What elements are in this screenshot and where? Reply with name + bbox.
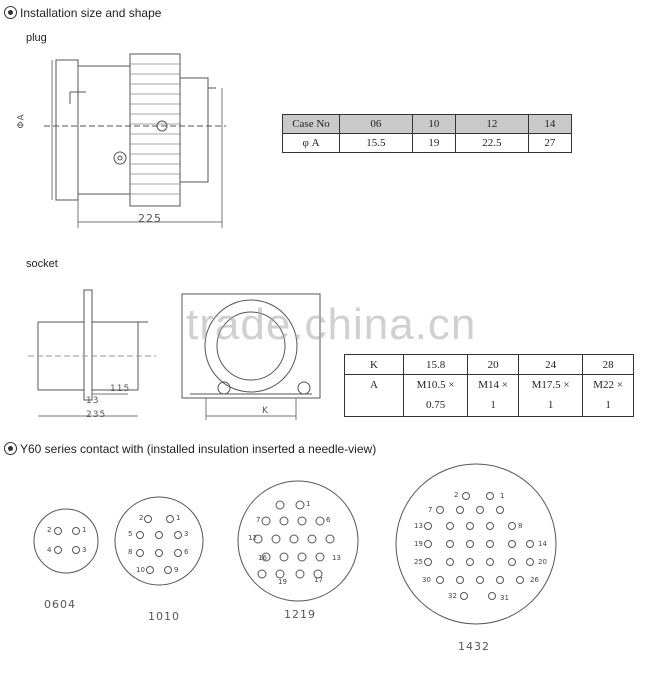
plug-width-label: 225 <box>138 212 162 225</box>
plug-drawing <box>30 48 240 233</box>
table-cell: 1 <box>583 395 634 417</box>
table-cell: 24 <box>518 355 582 375</box>
socket-width-label: 235 <box>86 410 107 420</box>
table-cell: 1 <box>468 395 519 417</box>
table-cell: 28 <box>583 355 634 375</box>
table-cell: K <box>345 355 404 375</box>
pin-label: 4 <box>47 546 52 554</box>
pin-label: 1 <box>176 514 181 522</box>
table-cell: M14 × <box>468 375 519 395</box>
layout-caption-1432: 1432 <box>458 640 490 653</box>
pin-label: 1 <box>500 492 505 500</box>
target-bullet-icon <box>4 442 17 455</box>
pin-label: 1 <box>82 526 87 534</box>
pin-labels <box>0 458 664 680</box>
plug-label: plug <box>26 32 47 44</box>
pin-label: 6 <box>184 548 189 556</box>
plug-size-table <box>282 114 572 153</box>
pin-label: 7 <box>256 516 261 524</box>
table-cell: M22 × <box>583 375 634 395</box>
table-cell: A <box>345 375 404 395</box>
installation-title-text: Installation size and shape <box>20 6 162 20</box>
plug-diameter-label: ΦA <box>16 113 27 129</box>
layout-caption-0604: 0604 <box>44 598 76 611</box>
pin-label: 2 <box>47 526 52 534</box>
installation-section-title <box>4 6 161 20</box>
socket-label: socket <box>26 258 58 270</box>
layout-caption-1219: 1219 <box>284 608 316 621</box>
pin-label: 10 <box>136 566 145 574</box>
table-cell: M10.5 × <box>404 375 468 395</box>
contacts-section-title <box>4 442 376 456</box>
pin-label: 3 <box>82 546 87 554</box>
pin-label: 31 <box>500 594 509 602</box>
table-cell: 19 <box>412 134 455 153</box>
table-cell: φ A <box>283 134 340 153</box>
table-cell: 15.5 <box>340 134 413 153</box>
table-cell: 15.8 <box>404 355 468 375</box>
pin-label: 12 <box>248 534 257 542</box>
watermark: trade.china.cn <box>186 300 477 349</box>
table-cell <box>345 395 404 417</box>
pin-label: 13 <box>414 522 423 530</box>
pin-label: 2 <box>139 514 144 522</box>
table-cell: 10 <box>412 115 455 134</box>
contacts-title-text: Y60 series contact with (installed insulation inserted a needle-view) <box>20 442 377 456</box>
table-cell: 1 <box>518 395 582 417</box>
pin-label: 26 <box>530 576 539 584</box>
pin-label: 14 <box>538 540 547 548</box>
pin-label: 8 <box>128 548 133 556</box>
table-cell: 06 <box>340 115 413 134</box>
table-cell: 14 <box>528 115 571 134</box>
pin-label: 16 <box>258 554 267 562</box>
pin-label: 13 <box>332 554 341 562</box>
socket-table-row-k <box>345 355 634 375</box>
socket-table-row-a-cont <box>345 395 634 417</box>
pin-label: 32 <box>448 592 457 600</box>
pin-label: 1 <box>306 500 311 508</box>
pin-label: 25 <box>414 558 423 566</box>
pin-label: 9 <box>174 566 179 574</box>
plug-table-row <box>283 134 572 153</box>
pin-label: 20 <box>538 558 547 566</box>
socket-table-row-a <box>345 375 634 395</box>
pin-label: 2 <box>454 491 459 499</box>
socket-flange-label: 13 <box>86 396 100 406</box>
pin-label: 8 <box>518 522 523 530</box>
table-cell: M17.5 × <box>518 375 582 395</box>
pin-label: 30 <box>422 576 431 584</box>
pin-label: 19 <box>278 578 287 586</box>
table-cell: 20 <box>468 355 519 375</box>
socket-depth-label: 115 <box>110 384 131 394</box>
table-cell: 0.75 <box>404 395 468 417</box>
table-cell: Case No <box>283 115 340 134</box>
table-cell: 27 <box>528 134 571 153</box>
table-cell: 22.5 <box>455 134 528 153</box>
pin-label: 7 <box>428 506 433 514</box>
pin-label: 17 <box>314 576 323 584</box>
socket-size-table <box>344 354 634 417</box>
pin-label: 6 <box>326 516 331 524</box>
plug-table-header-row <box>283 115 572 134</box>
pin-label: 5 <box>128 530 133 538</box>
layout-caption-1010: 1010 <box>148 610 180 623</box>
table-cell: 12 <box>455 115 528 134</box>
target-bullet-icon <box>4 6 17 19</box>
pin-label: 3 <box>184 530 189 538</box>
pin-label: 19 <box>414 540 423 548</box>
socket-k-label: K <box>262 406 269 416</box>
